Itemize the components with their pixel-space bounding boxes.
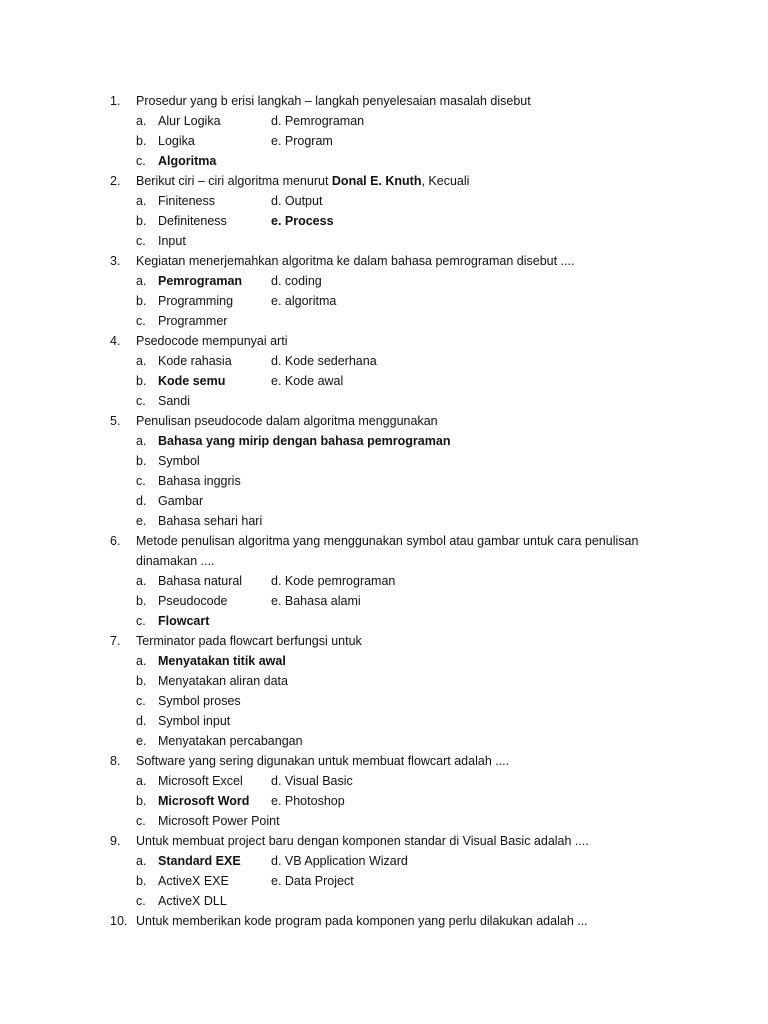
option-letter: a. bbox=[136, 354, 147, 368]
option-text: Bahasa natural bbox=[158, 574, 243, 588]
question-number: 1. bbox=[110, 94, 121, 108]
question-text: Software yang sering digunakan untuk membuat flowcart adalah .... bbox=[136, 754, 510, 768]
question-text: Metode penulisan algoritma yang menggunakan symbol atau gambar untuk cara penulisan bbox=[136, 534, 639, 548]
option-letter: b. bbox=[136, 214, 147, 228]
option-letter: a. bbox=[136, 574, 147, 588]
option-letter: c. bbox=[136, 234, 146, 248]
option-letter: b. bbox=[136, 594, 147, 608]
option-row bbox=[0, 731, 768, 751]
option-text: Microsoft Power Point bbox=[158, 814, 280, 828]
option-text: Definiteness bbox=[158, 214, 227, 228]
option-letter: b. bbox=[136, 294, 147, 308]
option-text-right: d. coding bbox=[271, 274, 322, 288]
question-line bbox=[0, 631, 768, 651]
option-letter: c. bbox=[136, 894, 146, 908]
question-number: 5. bbox=[110, 414, 121, 428]
option-letter: c. bbox=[136, 154, 146, 168]
option-text-right: d. Pemrograman bbox=[271, 114, 365, 128]
option-letter: a. bbox=[136, 774, 147, 788]
option-row bbox=[0, 111, 768, 131]
option-letter: a. bbox=[136, 114, 147, 128]
option-text: Standard EXE bbox=[158, 854, 241, 868]
option-row bbox=[0, 431, 768, 451]
option-row bbox=[0, 591, 768, 611]
option-text: Bahasa inggris bbox=[158, 474, 241, 488]
question-line bbox=[0, 411, 768, 431]
option-row bbox=[0, 471, 768, 491]
option-text-right: e. Bahasa alami bbox=[271, 594, 361, 608]
option-letter: b. bbox=[136, 134, 147, 148]
question-number: 9. bbox=[110, 834, 121, 848]
option-letter: b. bbox=[136, 874, 147, 888]
option-text: Symbol input bbox=[158, 714, 231, 728]
question-text bbox=[136, 171, 469, 191]
option-text-right: e. Process bbox=[271, 214, 334, 228]
question-text: Kegiatan menerjemahkan algoritma ke dalam bahasa pemrograman disebut .... bbox=[136, 254, 575, 268]
option-row bbox=[0, 151, 768, 171]
option-text: Finiteness bbox=[158, 194, 215, 208]
question-line bbox=[0, 251, 768, 271]
option-row bbox=[0, 351, 768, 371]
option-text: Alur Logika bbox=[158, 114, 221, 128]
option-row bbox=[0, 771, 768, 791]
option-row bbox=[0, 491, 768, 511]
option-letter: a. bbox=[136, 854, 147, 868]
option-letter: b. bbox=[136, 374, 147, 388]
option-text: Logika bbox=[158, 134, 195, 148]
option-text: Algoritma bbox=[158, 154, 217, 168]
option-letter: e. bbox=[136, 734, 147, 748]
option-text: Menyatakan aliran data bbox=[158, 674, 288, 688]
option-text-right: d. Kode pemrograman bbox=[271, 574, 396, 588]
option-text-right: e. Photoshop bbox=[271, 794, 345, 808]
option-text: ActiveX EXE bbox=[158, 874, 229, 888]
option-text: Gambar bbox=[158, 494, 204, 508]
question-line bbox=[0, 751, 768, 771]
question-6 bbox=[0, 531, 768, 631]
option-text: Input bbox=[158, 234, 186, 248]
question-number: 7. bbox=[110, 634, 121, 648]
option-row bbox=[0, 191, 768, 211]
option-letter: c. bbox=[136, 614, 146, 628]
question-number: 3. bbox=[110, 254, 121, 268]
option-text: Programmer bbox=[158, 314, 228, 328]
question-text: Terminator pada flowcart berfungsi untuk bbox=[136, 634, 362, 648]
option-text-right: e. Kode awal bbox=[271, 374, 344, 388]
option-letter: b. bbox=[136, 674, 147, 688]
question-line bbox=[0, 171, 768, 191]
option-text: Flowcart bbox=[158, 614, 210, 628]
option-letter: d. bbox=[136, 714, 147, 728]
option-text: Sandi bbox=[158, 394, 190, 408]
option-text: Symbol bbox=[158, 454, 200, 468]
question-line bbox=[0, 91, 768, 111]
option-row bbox=[0, 851, 768, 871]
question-number: 2. bbox=[110, 174, 121, 188]
option-row bbox=[0, 131, 768, 151]
option-text: Pemrograman bbox=[158, 274, 243, 288]
option-letter: a. bbox=[136, 274, 147, 288]
option-letter: c. bbox=[136, 694, 146, 708]
question-text-part: , Kecuali bbox=[421, 174, 470, 188]
question-text-continued: dinamakan .... bbox=[136, 554, 215, 568]
option-row bbox=[0, 611, 768, 631]
option-text: Symbol proses bbox=[158, 694, 241, 708]
question-2 bbox=[0, 171, 768, 251]
question-text: Prosedur yang b erisi langkah – langkah penyelesaian masalah disebut bbox=[136, 94, 531, 108]
option-row bbox=[0, 271, 768, 291]
question-10 bbox=[0, 911, 768, 931]
question-number: 10. bbox=[110, 914, 128, 928]
question-1 bbox=[0, 91, 768, 171]
option-letter: a. bbox=[136, 654, 147, 668]
option-row bbox=[0, 371, 768, 391]
option-text-right: d. Visual Basic bbox=[271, 774, 353, 788]
question-line-continued bbox=[0, 551, 768, 571]
question-7 bbox=[0, 631, 768, 751]
option-row bbox=[0, 871, 768, 891]
option-text: Kode rahasia bbox=[158, 354, 232, 368]
option-text: ActiveX DLL bbox=[158, 894, 227, 908]
option-row bbox=[0, 511, 768, 531]
option-letter: d. bbox=[136, 494, 147, 508]
option-text: Microsoft Word bbox=[158, 794, 250, 808]
option-text-right: d. VB Application Wizard bbox=[271, 854, 408, 868]
option-row bbox=[0, 231, 768, 251]
option-text: Bahasa yang mirip dengan bahasa pemrograman bbox=[158, 434, 451, 448]
option-text-right: e. Data Project bbox=[271, 874, 354, 888]
question-4 bbox=[0, 331, 768, 411]
option-row bbox=[0, 571, 768, 591]
option-text: Pseudocode bbox=[158, 594, 228, 608]
option-row bbox=[0, 891, 768, 911]
question-text: Penulisan pseudocode dalam algoritma menggunakan bbox=[136, 414, 438, 428]
question-number: 6. bbox=[110, 534, 121, 548]
question-list bbox=[0, 91, 768, 931]
question-8 bbox=[0, 751, 768, 831]
option-letter: a. bbox=[136, 434, 147, 448]
option-text: Menyatakan titik awal bbox=[158, 654, 286, 668]
option-text: Microsoft Excel bbox=[158, 774, 243, 788]
option-row bbox=[0, 811, 768, 831]
option-row bbox=[0, 791, 768, 811]
option-row bbox=[0, 451, 768, 471]
question-line bbox=[0, 831, 768, 851]
option-letter: b. bbox=[136, 794, 147, 808]
option-row bbox=[0, 311, 768, 331]
option-letter: a. bbox=[136, 194, 147, 208]
question-number: 8. bbox=[110, 754, 121, 768]
question-text-part: Berikut ciri – ciri algoritma menurut bbox=[136, 174, 332, 188]
question-line bbox=[0, 331, 768, 351]
question-9 bbox=[0, 831, 768, 911]
option-row bbox=[0, 651, 768, 671]
question-text: Untuk memberikan kode program pada komponen yang perlu dilakukan adalah ... bbox=[136, 914, 588, 928]
option-letter: c. bbox=[136, 814, 146, 828]
question-number: 4. bbox=[110, 334, 121, 348]
question-line bbox=[0, 531, 768, 551]
option-text-right: e. Program bbox=[271, 134, 333, 148]
option-text-right: d. Output bbox=[271, 194, 323, 208]
question-5 bbox=[0, 411, 768, 531]
option-row bbox=[0, 211, 768, 231]
question-text-emphasis: Donal E. Knuth bbox=[331, 174, 422, 188]
option-row bbox=[0, 391, 768, 411]
option-text: Bahasa sehari hari bbox=[158, 514, 263, 528]
question-text: Untuk membuat project baru dengan komponen standar di Visual Basic adalah .... bbox=[136, 834, 589, 848]
option-text: Kode semu bbox=[158, 374, 226, 388]
option-letter: e. bbox=[136, 514, 147, 528]
option-row bbox=[0, 711, 768, 731]
option-text: Menyatakan percabangan bbox=[158, 734, 303, 748]
option-letter: b. bbox=[136, 454, 147, 468]
option-letter: c. bbox=[136, 394, 146, 408]
question-3 bbox=[0, 251, 768, 331]
question-text: Psedocode mempunyai arti bbox=[136, 334, 288, 348]
option-letter: c. bbox=[136, 474, 146, 488]
option-letter: c. bbox=[136, 314, 146, 328]
option-row bbox=[0, 291, 768, 311]
option-text-right: d. Kode sederhana bbox=[271, 354, 377, 368]
option-row bbox=[0, 671, 768, 691]
option-row bbox=[0, 691, 768, 711]
option-text: Programming bbox=[158, 294, 234, 308]
question-line bbox=[0, 911, 768, 931]
option-text-right: e. algoritma bbox=[271, 294, 337, 308]
